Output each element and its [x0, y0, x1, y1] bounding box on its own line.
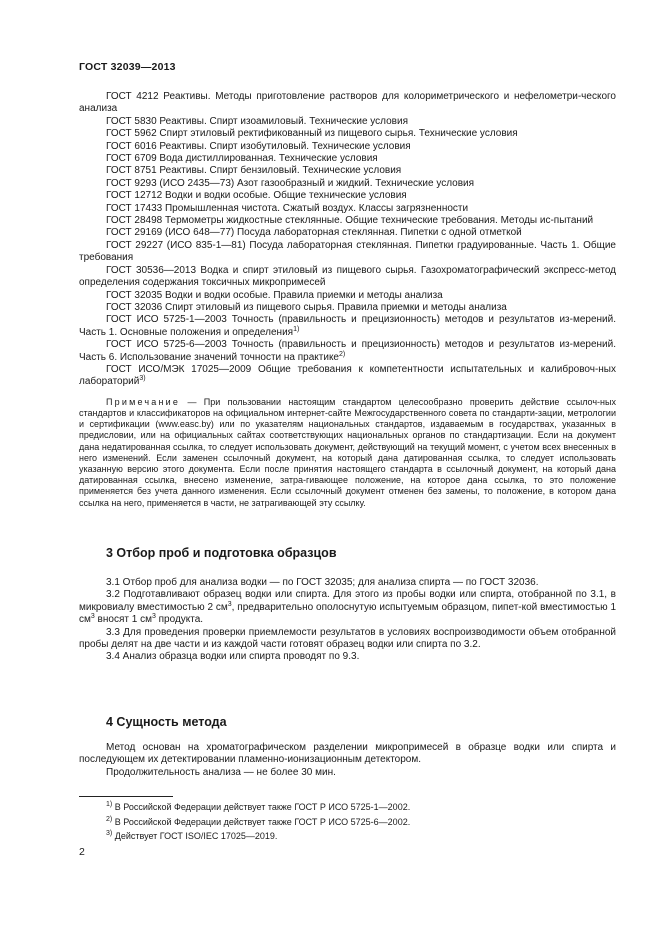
footnote-mark: 2)	[106, 815, 113, 823]
paragraph-4-2: Продолжительность анализа — не более 30 мин.	[106, 766, 336, 778]
reference-text: ГОСТ ИСО 5725-6—2003 Точность (правильность и прецизионность) методов и результатов из-мерений. Часть 6. Использование значений точности на практике	[79, 339, 616, 363]
reference-item	[79, 240, 616, 265]
footnote-item: $^{3)}$ Действует ГОСТ ISO/IEC 17025—2019.	[106, 830, 278, 841]
reference-text: ГОСТ 28498 Термометры жидкостные стеклянные. Общие технические требования. Методы ис-пытаний	[106, 215, 594, 227]
reference-text: ГОСТ 12712 Водки и водки особые. Общие технические условия	[106, 190, 407, 202]
reference-item	[79, 215, 616, 227]
paragraph-3-1: 3.1 Отбор проб для анализа водки — по ГОСТ 32035; для анализа спирта — по ГОСТ 32036.	[106, 577, 539, 588]
reference-text: ГОСТ ИСО 5725-1—2003 Точность (правильность и прецизионность) методов и результатов из-мерений. Часть 1. Основные положения и определения	[79, 314, 616, 338]
reference-item	[79, 141, 616, 153]
reference-item	[79, 178, 616, 190]
paragraph-3-4: 3.4 Анализ образца водки или спирта проводят по 9.3.	[106, 651, 360, 663]
reference-item	[79, 116, 616, 128]
normative-references	[79, 91, 616, 509]
reference-text: ГОСТ 29169 (ИСО 648—77) Посуда лабораторная стеклянная. Пипетки с одной отметкой	[106, 227, 522, 239]
reference-text: ГОСТ 6016 Реактивы. Спирт изобутиловый. Технические условия	[106, 140, 411, 152]
section-4-heading: 4 Сущность метода	[106, 715, 227, 729]
reference-item	[79, 190, 616, 202]
paragraph-4-1: Метод основан на хроматографическом разделении микропримесей в образце водки или спирта и последующем их детектировании пламенно-ионизационным детектором.	[79, 742, 616, 766]
reference-text: ГОСТ 5830 Реактивы. Спирт изоамиловый. Технические условия	[106, 115, 408, 127]
reference-item	[79, 91, 616, 116]
footnote-marker[interactable]: 2)	[339, 350, 346, 358]
reference-text: ГОСТ 8751 Реактивы. Спирт бензиловый. Технические условия	[106, 165, 402, 177]
section-4-body	[79, 742, 616, 779]
footnote-item: $^{1)}$ В Российской Федерации действует также ГОСТ Р ИСО 5725-1—2002.	[106, 801, 411, 812]
reference-item	[79, 153, 616, 165]
reference-text: ГОСТ 6709 Вода дистиллированная. Технические условия	[106, 153, 378, 165]
paragraph-3-2: 3.2 Подготавливают образец водки или спирта. Для этого из пробы водки или спирта, отобранной по 3.1, в микровиалу вместимостью 2 $см^3$, предварительно ополоснутую испытуемым образцом, пипет-кой вместимостью 1 $см^3$ вносят 1 $см^3$ продукта.	[79, 589, 617, 626]
note-label: Примечание	[106, 396, 181, 407]
reference-text: ГОСТ 32035 Водки и водки особые. Правила приемки и методы анализа	[106, 289, 443, 301]
footnote-item: $^{2)}$ В Российской Федерации действует также ГОСТ Р ИСО 5725-6—2002.	[106, 815, 411, 827]
reference-note	[79, 397, 616, 509]
section-3-body	[79, 577, 616, 664]
document-header: ГОСТ 32039—2013	[79, 61, 176, 73]
footnote-marker[interactable]: 1)	[293, 325, 300, 333]
footnote-marker[interactable]: 3)	[139, 375, 146, 383]
reference-text: ГОСТ 9293 (ИСО 2435—73) Азот газообразный и жидкий. Технические условия	[106, 177, 475, 189]
reference-item	[79, 339, 616, 364]
section-3-heading: 3 Отбор проб и подготовка образцов	[106, 546, 337, 560]
footnote-mark: 1)	[106, 801, 113, 808]
reference-text: ГОСТ 29227 (ИСО 835-1—81) Посуда лабораторная стеклянная. Пипетки градуированные. Часть 1. Общие требования	[79, 239, 616, 264]
reference-item	[79, 302, 616, 314]
reference-text: ГОСТ 17433 Промышленная чистота. Сжатый воздух. Классы загрязненности	[106, 202, 469, 214]
reference-item	[79, 128, 616, 140]
reference-item	[79, 227, 616, 239]
reference-text: ГОСТ 32036 Спирт этиловый из пищевого сырья. Правила приемки и методы анализа	[106, 301, 507, 313]
reference-text: ГОСТ 30536—2013 Водка и спирт этиловый из пищевого сырья. Газохроматографический экспресс-метод определения содержания токсичных микропримесей	[79, 264, 616, 289]
reference-item	[79, 265, 616, 290]
reference-item	[79, 203, 616, 215]
reference-item	[79, 290, 616, 302]
reference-item	[79, 364, 616, 389]
reference-text: ГОСТ 5962 Спирт этиловый ректификованный из пищевого сырья. Технические условия	[106, 128, 518, 140]
paragraph-3-3: 3.3 Для проведения проверки приемлемости результатов в условиях воспроизводимости объем отобранной пробы делят на две части и из каждой части готовят образец водки или спирта по 3.2.	[79, 626, 616, 651]
reference-item	[79, 314, 616, 339]
footnote-mark: 3)	[106, 830, 113, 837]
note-text: — При пользовании настоящим стандартом целесообразно проверить действие ссылоч-ных стандартов и классификаторов на официальном интернет-сайте Межгосударственного совета по стандарти-зации, метрологии и сертификации (www.easc.by) или по указателям национальных стандартов, издаваемым в государствах, указанных в предисловии, или на официальных сайтах соответствующих национальных органов по стандартизации. Если на документ дана недатированная ссылка, то следует использовать документ, действующий на текущий момент, с учетом всех внесенных в него изменений. Если заменен ссылочный документ, на который дана датированная ссылка, то следует использовать указанную версию этого документа. Если после принятия настоящего стандарта в ссылочный документ, на который дана датированная ссылка, внесено изменение, затра-гивающее положение, на которое дана ссылка, то это положение применяется без учета данного изменения. Если ссылочный документ отменен без замены, то положение, в котором дана ссылка на него, применяется в части, не затрагивающей эту ссылку.	[79, 396, 616, 508]
footnotes	[79, 800, 616, 844]
reference-text: ГОСТ ИСО/МЭК 17025—2009 Общие требования к компетентности испытательных и калибровоч-ных лабораторий	[79, 363, 616, 388]
page-number: 2	[79, 846, 85, 858]
footnote-divider	[79, 796, 173, 797]
reference-item	[79, 165, 616, 177]
reference-text: ГОСТ 4212 Реактивы. Методы приготовление растворов для колориметрического и нефелометри-ческого анализа	[79, 91, 616, 115]
